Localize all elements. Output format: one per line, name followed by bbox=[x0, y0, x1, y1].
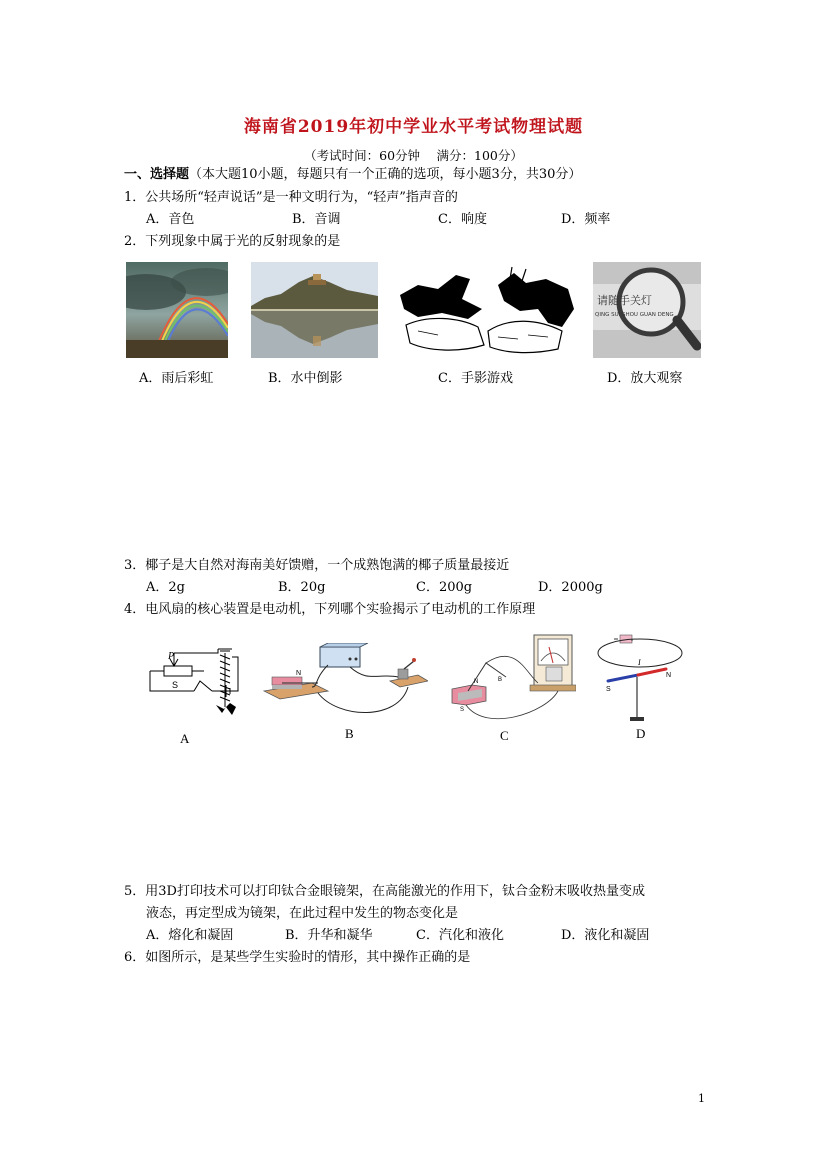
q1-option-d: D．频率 bbox=[561, 212, 611, 227]
page-number: 1 bbox=[698, 1092, 705, 1105]
q4-label-b: B bbox=[345, 726, 354, 741]
fig-b-letter-n: N bbox=[296, 670, 302, 677]
motor-experiment bbox=[258, 643, 428, 717]
q4-label-d: D bbox=[636, 726, 646, 741]
fig-a-letter-s: S bbox=[172, 680, 179, 690]
fig-d-letter-n: N bbox=[666, 672, 672, 679]
electromagnet-circuit bbox=[146, 643, 246, 721]
question-5-stem-line1: 5．用3D打印技术可以打印钛合金眼镜架，在高能激光的作用下，钛合金粉末吸收热量变成 bbox=[124, 884, 645, 899]
magnifier-photo bbox=[593, 262, 701, 358]
q2-caption-c: C．手影游戏 bbox=[438, 371, 513, 386]
fig-d-letter-s: S bbox=[606, 686, 611, 693]
fig-d-letter-i: I bbox=[638, 658, 641, 667]
q4-label-c: C bbox=[500, 728, 509, 743]
q1-option-c: C．响度 bbox=[438, 212, 487, 227]
q5-option-c: C．汽化和液化 bbox=[416, 928, 504, 943]
q2-caption-d: D．放大观察 bbox=[607, 371, 683, 386]
sign-pinyin: QING SUI SHOU GUAN DENG bbox=[595, 312, 674, 318]
reflection-photo bbox=[251, 262, 378, 358]
question-4-stem: 4．电风扇的核心装置是电动机，下列哪个实验揭示了电动机的工作原理 bbox=[124, 602, 536, 617]
question-1-stem: 1．公共场所“轻声说话”是一种文明行为，“轻声”指声音的 bbox=[124, 190, 458, 205]
rainbow-photo bbox=[126, 262, 228, 358]
q4-label-a: A bbox=[180, 731, 190, 746]
question-5-stem-line2: 液态，再定型成为镜架，在此过程中发生的物态变化是 bbox=[146, 906, 459, 921]
page-title: 海南省2019年初中学业水平考试物理试题 bbox=[243, 117, 584, 137]
q5-option-a: A．熔化和凝固 bbox=[146, 928, 234, 943]
fig-a-letter-p: P bbox=[168, 651, 175, 662]
section-title: 一、选择题 bbox=[124, 167, 190, 182]
q1-option-b: B．音调 bbox=[292, 212, 341, 227]
q2-caption-b: B．水中倒影 bbox=[268, 371, 343, 386]
q5-option-d: D．液化和凝固 bbox=[561, 928, 650, 943]
section-heading bbox=[124, 166, 581, 184]
hand-shadow-picture bbox=[398, 265, 578, 357]
fig-c-letter-n: N bbox=[474, 679, 479, 685]
q3-option-c: C．200g bbox=[416, 580, 473, 595]
exam-info: （考试时间：60分钟 满分：100分） bbox=[304, 148, 523, 163]
fig-c-letter-b: B bbox=[498, 677, 503, 683]
q5-option-b: B．升华和凝华 bbox=[285, 928, 373, 943]
question-3-stem: 3．椰子是大自然对海南美好馈赠，一个成熟饱满的椰子质量最接近 bbox=[124, 558, 510, 573]
q3-option-b: B．20g bbox=[278, 580, 326, 595]
magnifier-icon bbox=[593, 262, 701, 358]
q2-caption-a: A．雨后彩虹 bbox=[139, 371, 214, 386]
fig-c-letter-s: S bbox=[460, 707, 465, 713]
oersted-experiment bbox=[594, 633, 684, 725]
sign-text: 请随手关灯 bbox=[597, 294, 652, 307]
q3-option-d: D．2000g bbox=[538, 580, 603, 595]
question-2-stem: 2．下列现象中属于光的反射现象的是 bbox=[124, 234, 341, 249]
question-6-stem: 6．如图所示，是某些学生实验时的情形，其中操作正确的是 bbox=[124, 950, 471, 965]
q3-option-a: A．2g bbox=[146, 580, 185, 595]
q1-option-a: A．音色 bbox=[146, 212, 195, 227]
generator-experiment bbox=[446, 633, 576, 723]
section-note: （本大题10小题，每题只有一个正确的选项，每小题3分，共30分） bbox=[189, 167, 582, 182]
